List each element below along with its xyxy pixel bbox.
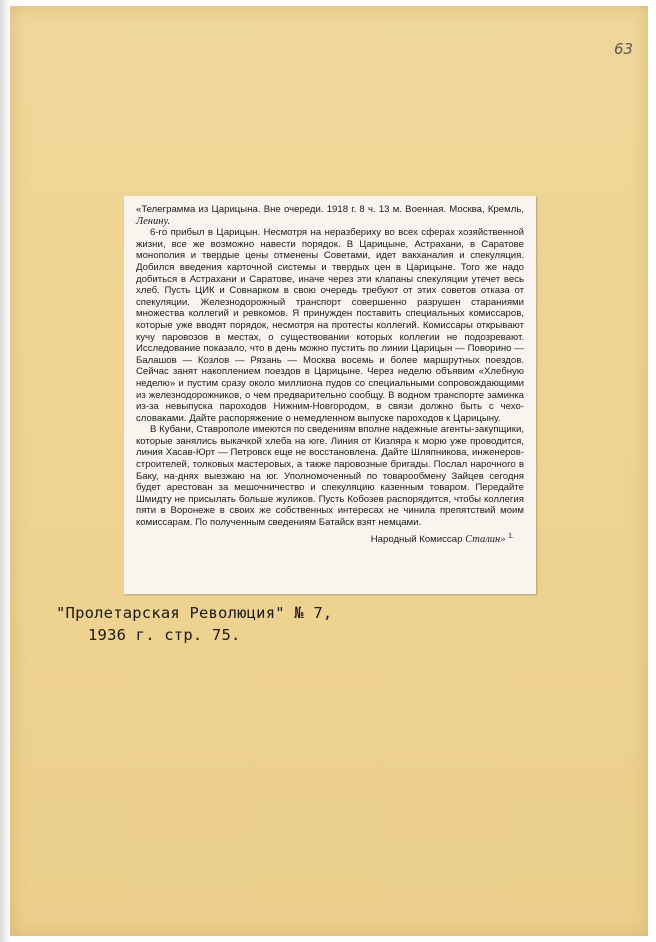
telegram-signature xyxy=(136,531,524,546)
telegram-paragraph-1: 6-го прибыл в Царицын. Несмотря на неразбериху во всех сферах хозяйственной жизни, все же возможно навести порядок. В Царицыне, Астрахани, в Саратове монополия и твердые цены отменены Советами, идет вакханалия и спекуляция. Добился введения карточной системы и твердых цен в Царицыне. Того же надо добиться в Астрахани и Саратове, иначе через эти клапаны спекуляции утечет весь хлеб. Пусть ЦИК и Совнарком в свою очередь требуют от этих советов отказа от спекуляции. Железнодорожный транспорт совершенно разрушен стараниями множества коллегий и ревкомов. Я принужден поставить специальных комиссаров, которые уже вводят порядок, несмотря на протесты коллегий. Комиссары открывают кучу паровозов в местах, о существовании которых коллегии не подозревают. Исследование показало, что в день можно пустить по линии Царицын — Поворино — Балашов — Козлов — Рязань — Москва восемь и более маршрутных поездов. Сейчас занят накоплением поездов в Царицыне. Через неделю объявим «Хлебную неделю» и пустим сразу около миллиона пудов со специальными сопровождающими из железнодорожников, о чем предварительно сообщу. В водном транспорте заминка из-за невыпуска пароходов Нижним-Новгородом, в связи должно быть с чехо-словаками. Дайте распоряжение о немедленном выпуске пароходов к Царицыну. xyxy=(136,227,524,424)
typed-source-citation xyxy=(56,602,332,646)
signature-name: Сталин» xyxy=(465,533,506,545)
source-line-2: 1936 г. стр. 75. xyxy=(88,626,241,644)
sheet-edge xyxy=(0,0,10,942)
telegram-header-text: «Телеграмма из Царицына. Вне очереди. 1918 г. 8 ч. 13 м. Военная. Москва, Кремль, xyxy=(136,204,524,215)
telegram-addressee: Ленину. xyxy=(136,215,171,227)
telegram-header xyxy=(136,204,524,227)
signature-title: Народный Комиссар xyxy=(370,533,463,545)
handwritten-page-number: 63 xyxy=(614,40,634,58)
newspaper-clipping xyxy=(124,196,536,594)
source-line-1: "Пролетарская Революция" № 7, xyxy=(56,604,333,622)
footnote-mark: 1. xyxy=(508,532,514,540)
telegram-paragraph-2: В Кубани, Ставрополе имеются по сведениям вполне надежные агенты-закупщики, которые занялись выкачкой хлеба на юге. Линия от Кизляра к морю уже проводится, линия Хасав-Юрт — Петровск еще не восстановлена. Дайте Шляпникова, инженеров-строителей, толковых мастеровых, а также паровозные бригады. Послал нарочного в Баку, на-днях выезжаю на юг. Уполномоченный по товарообмену Зайцев сегодня будет арестован за мешочничество и спекуляцию казенным товаром. Передайте Шмидту не присылать больше жуликов. Пусть Кобозев распорядится, чтобы коллегия пяти в Воронеже в своих же собственных интересах не чинила препятствий моим комиссарам. По полученным сведениям Батайск взят немцами. xyxy=(136,424,524,529)
